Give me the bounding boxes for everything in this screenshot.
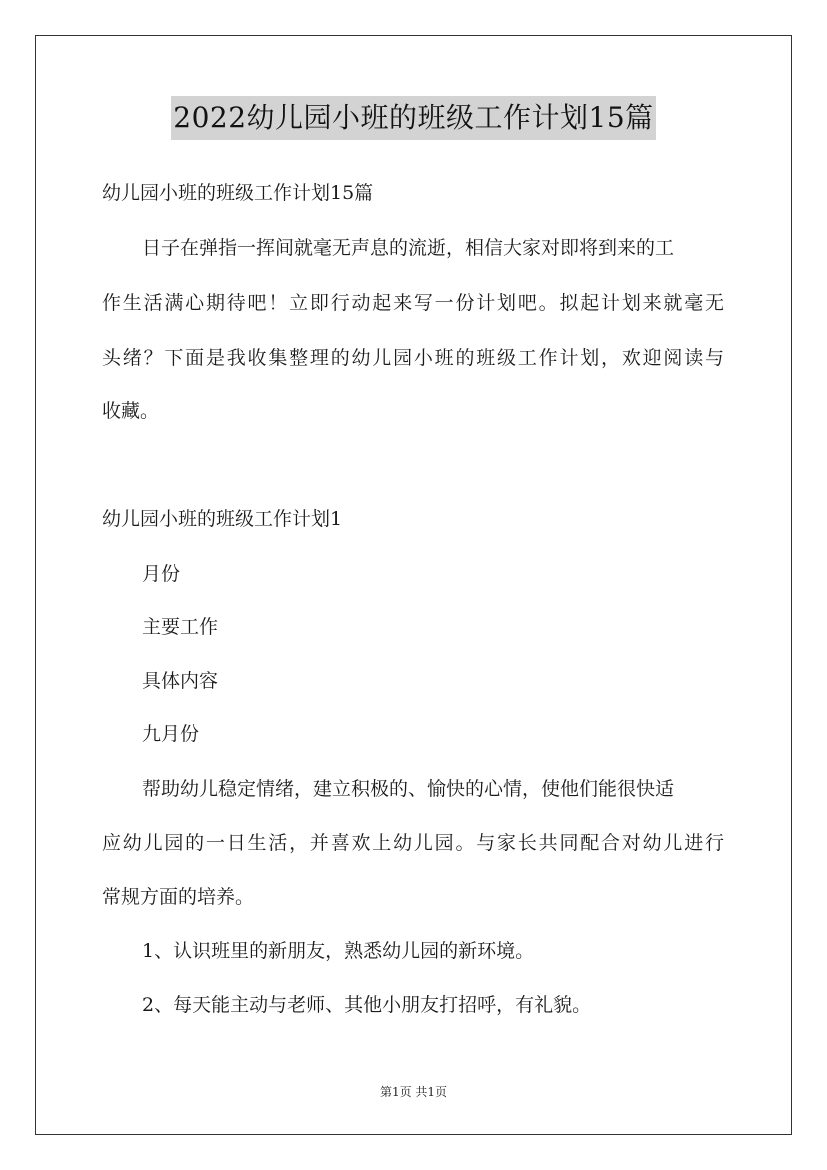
intro-line-1: 日子在弹指一挥间就毫无声息的流逝，相信大家对即将到来的工 <box>142 237 675 259</box>
subtitle: 幼儿园小班的班级工作计划15篇 <box>102 182 374 204</box>
list-item-1: 1、认识班里的新朋友，熟悉幼儿园的新环境。 <box>142 940 535 962</box>
document-title: 2022幼儿园小班的班级工作计划15篇 <box>171 96 655 140</box>
label-details: 具体内容 <box>142 670 219 692</box>
list-item-2: 2、每天能主动与老师、其他小朋友打招呼，有礼貌。 <box>142 994 592 1016</box>
section-heading: 幼儿园小班的班级工作计划1 <box>102 508 343 530</box>
label-month: 月份 <box>142 563 181 585</box>
intro-line-2: 作生活满心期待吧！立即行动起来写一份计划吧。拟起计划来就毫无 <box>102 292 724 314</box>
label-september: 九月份 <box>142 723 200 745</box>
intro-line-4: 收藏。 <box>102 400 160 422</box>
body-line-2: 应幼儿园的一日生活，并喜欢上幼儿园。与家长共同配合对幼儿进行 <box>102 832 724 854</box>
title-container <box>0 96 827 140</box>
page-footer: 第1页 共1页 <box>379 1085 448 1099</box>
body-line-3: 常规方面的培养。 <box>102 886 255 908</box>
label-main-work: 主要工作 <box>142 616 219 638</box>
body-line-1: 帮助幼儿稳定情绪，建立积极的、愉快的心情，使他们能很快适 <box>142 778 675 800</box>
intro-line-3: 头绪？下面是我收集整理的幼儿园小班的班级工作计划，欢迎阅读与 <box>102 347 724 369</box>
